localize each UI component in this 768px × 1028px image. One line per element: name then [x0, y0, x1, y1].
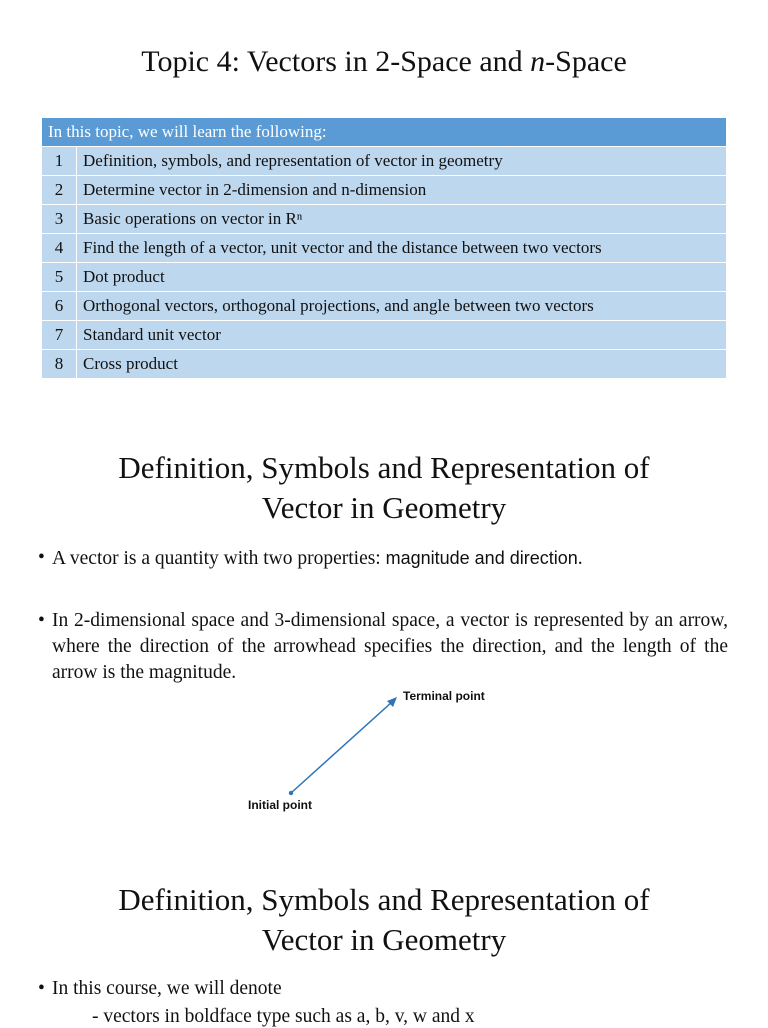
table-row: [42, 234, 726, 263]
initial-point-dot: [289, 791, 293, 795]
row-text: Basic operations on vector in Rⁿ: [77, 205, 727, 234]
row-number: 7: [42, 321, 77, 350]
bullet-text: In this course, we will denote: [52, 978, 282, 999]
section-heading-line1: Definition, Symbols and Representation of: [118, 882, 650, 917]
row-number: 4: [42, 234, 77, 263]
bullet-dot: •: [38, 978, 45, 999]
bullet-arrow-representation: [38, 608, 728, 686]
row-text: Cross product: [77, 350, 727, 379]
terminal-point-label: Terminal point: [403, 689, 485, 703]
table-row: [42, 263, 726, 292]
title-italic-n: n: [530, 45, 546, 78]
vector-arrow-diagram: [230, 680, 530, 820]
table-row: [42, 321, 726, 350]
title-part1: Topic 4: Vectors in 2-Space and: [141, 45, 531, 78]
row-number: 8: [42, 350, 77, 379]
bullet-notation: [38, 976, 728, 1002]
bullet-end: .: [577, 548, 583, 569]
section-heading-2: [0, 880, 768, 960]
bullet-vector-definition: [38, 545, 728, 572]
page-title: [0, 42, 768, 82]
row-text: Standard unit vector: [77, 321, 727, 350]
table-row: [42, 147, 726, 176]
vector-arrow-line: [291, 702, 392, 793]
row-text: Find the length of a vector, unit vector and the distance between two vectors: [77, 234, 727, 263]
table-row: [42, 176, 726, 205]
row-text: Definition, symbols, and representation of vector in geometry: [77, 147, 727, 176]
topic-table-header: In this topic, we will learn the following:: [42, 118, 726, 147]
row-text: Orthogonal vectors, orthogonal projections, and angle between two vectors: [77, 292, 727, 321]
initial-point-label: Initial point: [248, 798, 312, 812]
row-number: 3: [42, 205, 77, 234]
row-text: Dot product: [77, 263, 727, 292]
table-row: [42, 292, 726, 321]
row-number: 1: [42, 147, 77, 176]
table-row: [42, 205, 726, 234]
row-number: 5: [42, 263, 77, 292]
section-heading-line2: Vector in Geometry: [261, 922, 507, 957]
row-number: 6: [42, 292, 77, 321]
bullet-dot: •: [38, 547, 45, 568]
notation-subline: - vectors in boldface type such as a, b, v, w and x: [92, 1006, 475, 1027]
bullet-text: In 2-dimensional space and 3-dimensional space, a vector is represented by an arrow, where the direction of the arrowhead specifies the direction, and the length of the arrow is the magnitude.: [52, 610, 728, 683]
bullet-emphasis: magnitude and direction: [385, 548, 578, 568]
title-part2: -Space: [545, 45, 627, 78]
section-heading-line2: Vector in Geometry: [261, 490, 507, 525]
section-heading-line1: Definition, Symbols and Representation of: [118, 450, 650, 485]
row-number: 2: [42, 176, 77, 205]
section-heading: [0, 448, 768, 528]
bullet-text: A vector is a quantity with two properties:: [52, 548, 386, 569]
table-row: [42, 350, 726, 379]
topic-table: [42, 118, 726, 378]
bullet-dot: •: [38, 610, 45, 631]
row-text: Determine vector in 2-dimension and n-dimension: [77, 176, 727, 205]
